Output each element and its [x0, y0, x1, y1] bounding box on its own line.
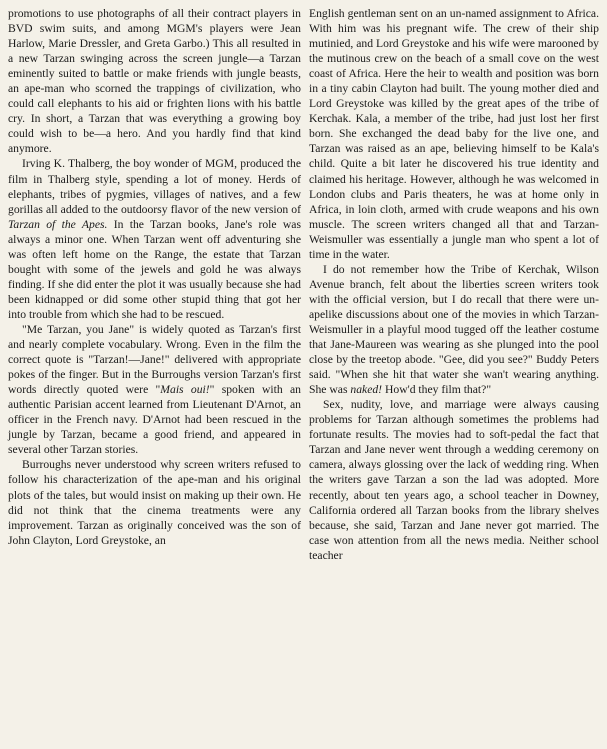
paragraph — [8, 6, 301, 156]
paragraph — [309, 262, 599, 397]
paragraph — [8, 156, 301, 322]
text-run: " spoken with an authentic Parisian accent learned from Lieutenant D'Arnot, an officer in the French navy. D'Arnot had been rescued in the jungle by Tarzan, became a good friend, and appeared in several other Tarzan stories. — [8, 383, 301, 457]
left-column — [8, 6, 301, 749]
text-run: Irving K. Thalberg, the boy wonder of MGM, produced the film in Thalberg style, spending a lot of money. Herds of elephants, tribes of pygmies, villages of natives, and a few gorillas all added to the outdoorsy flavor of the new version of — [8, 157, 301, 216]
paragraph — [8, 457, 301, 547]
text-run: Burroughs never understood why screen writers refused to follow his characterization of the ape-man and his original plots of the tales, but would insist on making up their own. He did not think that the cinema treatments were any improvement. Tarzan as originally conceived was the son of John Clayton, Lord Greystoke, an — [8, 458, 301, 547]
text-run: "Me Tarzan, you Jane" is widely quoted as Tarzan's first and nearly complete vocabulary. Wrong. Even in the film the correct quote is "Tarzan!—Jane!" delivered with appropriate pokes of the finger. But in the Burroughs version Tarzan's first words directly quoted were " — [8, 322, 301, 397]
text-run: How'd they film that?" — [382, 383, 492, 397]
text-run: English gentleman sent on an un-named assignment to Africa. With him was his pregnant wife. The crew of their ship mutinied, and Lord Greystoke and his wife were marooned by the mutinous crew on the beach of a small cove on the west coast of Africa. Here the heir to wealth and position was born in a tiny cabin Clayton had built. The young mother died and Lord Greystoke was killed by the great apes of the tribe of Kerchak. Kala, a member of the tribe, had just lost her first born. She exchanged the dead baby for the live one, and Tarzan was raised as an ape, believing himself to be Kala's child. Quite a bit later he discovered his true identity and claimed his heritage. However, although he was welcomed in London clubs and Paris theaters, he was at home only in Africa, in loin cloth, armed with crude weapons and his own muscle. The screen writers changed all that and Tarzan-Weismuller was essentially a jungle man who spent a lot of time in the water. — [309, 7, 599, 261]
text-run: In the Tarzan books, Jane's role was always a minor one. When Tarzan went off adventuring she was often left home on the Range, the estate that Tarzan bought with some of the jewels and gold he was always finding. If she did enter the plot it was usually because she had been kidnapped or did some other stupid thing that got her into trouble from which she had to be rescued. — [8, 217, 301, 321]
paragraph — [309, 6, 599, 262]
text-run: promotions to use photographs of all their contract players in BVD swim suits, and among MGM's players were Jean Harlow, Marie Dressler, and Greta Garbo.) This all resulted in a new Tarzan swinging across the screen jungle—a Tarzan eminently suited to battle or make friends with jungle beasts, an ape-man who scorned the trappings of civilization, who could call elephants to his aid or frighten lions with his battle cry. In short, a Tarzan that was everything a growing boy could wish to be—a hero. And you hardly find that kind anymore. — [8, 7, 301, 156]
text-run: Sex, nudity, love, and marriage were always causing problems for Tarzan although sometimes the problems had fortunate results. The movies had to soft-pedal the fact that Tarzan and Jane never went through a wedding ceremony on camera, always glossing over the lack of wedding ring. When the writers gave Tarzan a son the lad was adopted. More recently, about ten years ago, a school teacher in Downey, California ordered all Tarzan books from the library shelves because, she said, Tarzan and Jane never got married. The case won attention from all the news media. Neither school teacher — [309, 398, 599, 562]
paragraph — [8, 322, 301, 457]
italic-quote: Mais oui! — [160, 383, 210, 397]
italic-title: Tarzan of the Apes. — [8, 217, 108, 231]
paragraph — [309, 397, 599, 563]
text-run: I do not remember how the Tribe of Kerchak, Wilson Avenue branch, felt about the liberties screen writers took with the official version, but I do recall that there were un-apelike discussions about one of the movies in which Tarzan-Weismuller in a playful mood tugged off the leather costume that Jane-Maureen was wearing as she plunged into the pool close by the treetop abode. "Gee, did you see?" Buddy Peters said. "When she hit that water she wan't wearing anything. She was — [309, 262, 599, 397]
italic-emphasis: naked! — [350, 383, 383, 397]
right-column — [309, 6, 599, 749]
